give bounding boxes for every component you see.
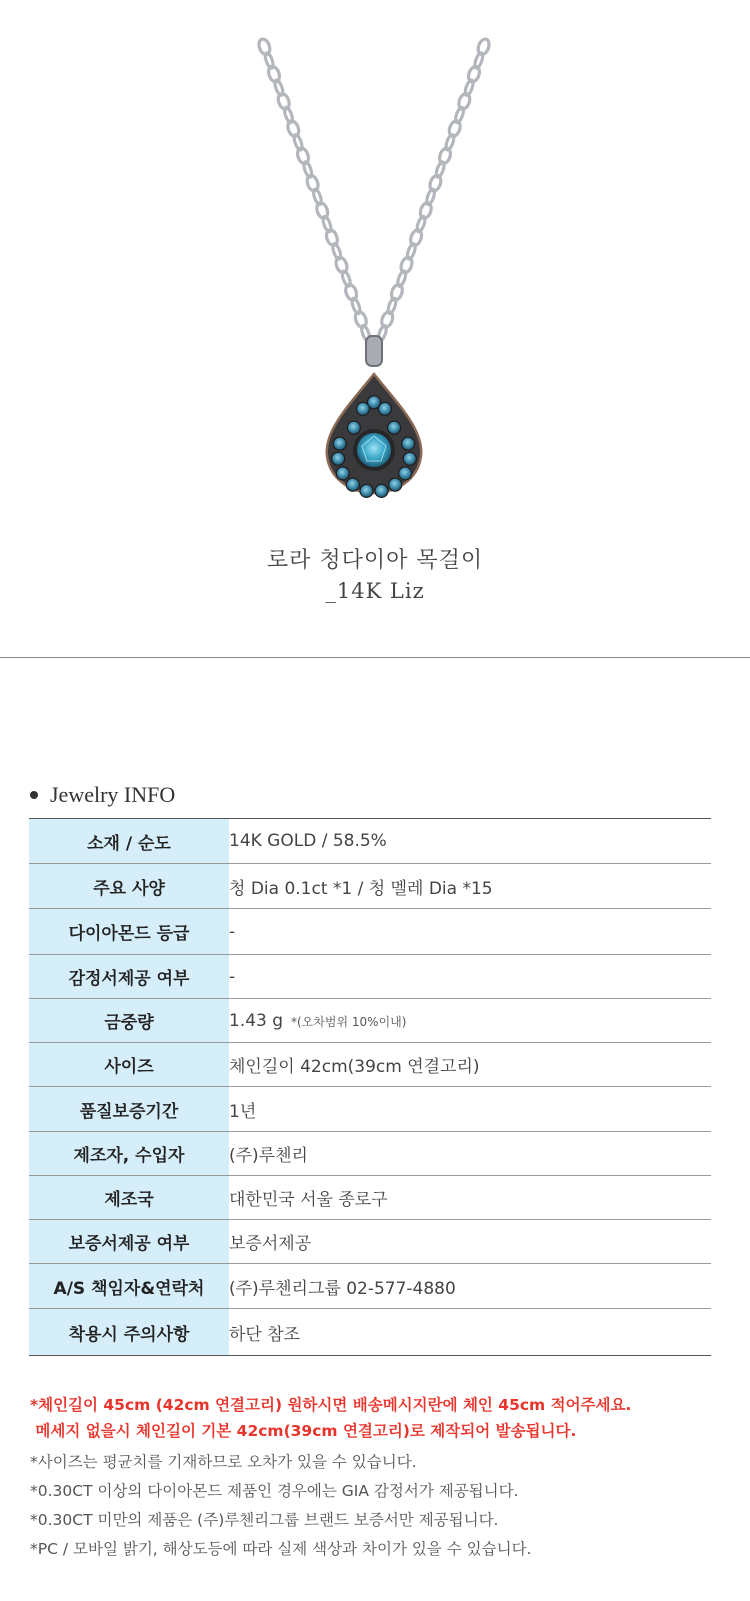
row-value <box>229 864 711 909</box>
row-label: 주요 사양 <box>29 864 229 909</box>
note-color: *PC / 모바일 밝기, 해상도등에 따라 실제 색상과 차이가 있을 수 있습니다. <box>30 1540 532 1558</box>
row-label: 다이아몬드 등급 <box>29 909 229 955</box>
table-row <box>29 819 711 864</box>
row-value-text: 청 Dia 0.1ct *1 / 청 멜레 Dia *15 <box>229 878 493 899</box>
row-value-text: 보증서제공 <box>229 1234 312 1254</box>
table-row <box>29 955 711 999</box>
info-heading-text: Jewelry INFO <box>50 782 176 807</box>
row-value <box>229 1220 711 1264</box>
row-value <box>229 1087 711 1132</box>
row-value-text: - <box>229 966 236 987</box>
row-label: 금중량 <box>29 999 229 1043</box>
section-divider <box>0 657 750 658</box>
info-table <box>29 818 711 1356</box>
product-image <box>0 0 750 520</box>
note-chain-length: *체인길이 45cm (42cm 연결고리) 원하시면 배송메시지란에 체인 45cm 적어주세요. <box>30 1396 632 1414</box>
table-row <box>29 1087 711 1132</box>
row-value-text: (주)루첸리그룹 02-577-4880 <box>229 1278 456 1299</box>
table-row <box>29 864 711 909</box>
row-value-text: - <box>229 921 236 942</box>
row-value <box>229 1176 711 1220</box>
note-warranty: *0.30CT 미만의 제품은 (주)루첸리그룹 브랜드 보증서만 제공됩니다. <box>30 1511 499 1529</box>
row-value <box>229 819 711 864</box>
row-value-text: 1.43 g <box>229 1010 284 1031</box>
row-value-text: 1년 <box>229 1101 257 1122</box>
row-value <box>229 1309 711 1356</box>
necklace-illustration <box>0 0 750 520</box>
row-value-note: *(오차범위 10%이내) <box>291 1014 407 1029</box>
row-value <box>229 999 711 1043</box>
note-gia: *0.30CT 이상의 다이아몬드 제품인 경우에는 GIA 감정서가 제공됩니다. <box>30 1482 519 1500</box>
note-size: *사이즈는 평균치를 기재하므로 오차가 있을 수 있습니다. <box>30 1453 417 1471</box>
row-value <box>229 955 711 999</box>
row-value-text: 대한민국 서울 종로구 <box>229 1190 388 1210</box>
row-label: 품질보증기간 <box>29 1087 229 1132</box>
row-label: 감정서제공 여부 <box>29 955 229 999</box>
row-value <box>229 1264 711 1309</box>
table-row <box>29 1176 711 1220</box>
row-label: 제조자, 수입자 <box>29 1132 229 1176</box>
row-label: 제조국 <box>29 1176 229 1220</box>
row-label: 보증서제공 여부 <box>29 1220 229 1264</box>
row-label: 착용시 주의사항 <box>29 1309 229 1356</box>
note-chain-default: 메세지 없을시 체인길이 기본 42cm(39cm 연결고리)로 제작되어 발송됩니다. <box>30 1422 577 1440</box>
info-heading <box>30 782 175 808</box>
product-title: 로라 청다이아 목걸이 <box>266 548 484 573</box>
row-label: 사이즈 <box>29 1043 229 1087</box>
row-label: A/S 책임자&연락처 <box>29 1264 229 1309</box>
notes <box>30 1392 730 1564</box>
row-value <box>229 1132 711 1176</box>
table-row <box>29 1132 711 1176</box>
table-row <box>29 1264 711 1309</box>
row-value <box>229 909 711 955</box>
product-subtitle: _14K Liz <box>325 579 425 603</box>
table-row <box>29 909 711 955</box>
table-row <box>29 999 711 1043</box>
row-value-text: (주)루첸리 <box>229 1146 308 1166</box>
table-row <box>29 1309 711 1356</box>
bullet-icon <box>30 791 38 799</box>
table-row <box>29 1220 711 1264</box>
row-value-text: 14K GOLD / 58.5% <box>229 831 387 851</box>
row-label: 소재 / 순도 <box>29 819 229 864</box>
row-value-text: 하단 참조 <box>229 1324 301 1345</box>
row-value <box>229 1043 711 1087</box>
table-row <box>29 1043 711 1087</box>
row-value-text: 체인길이 42cm(39cm 연결고리) <box>229 1057 480 1077</box>
